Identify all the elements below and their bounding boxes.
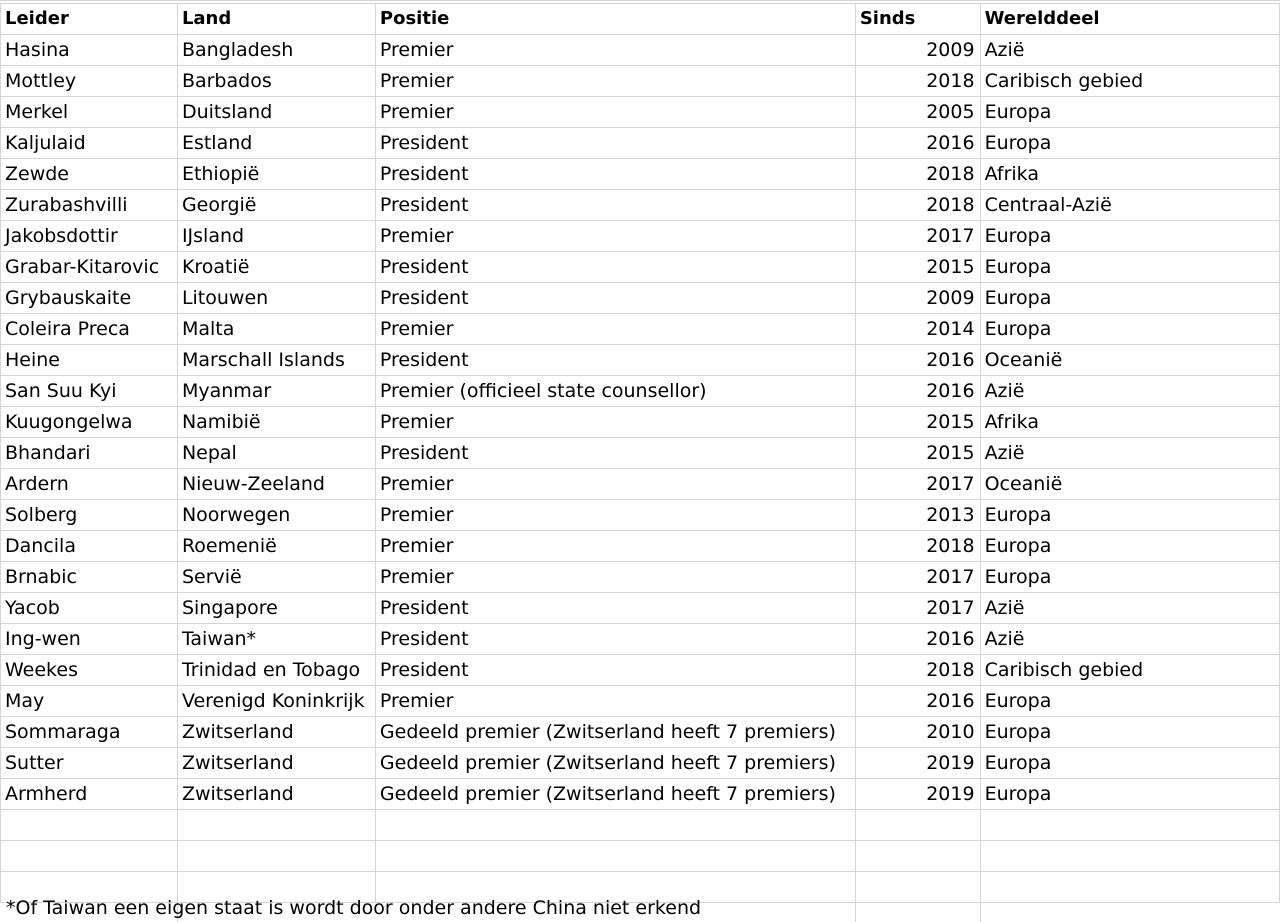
cell-sinds[interactable]: 2017 [855,221,980,252]
cell-werelddeel[interactable]: Oceanië [980,345,1279,376]
cell-werelddeel[interactable]: Europa [980,128,1279,159]
cell-werelddeel[interactable]: Azië [980,376,1279,407]
table-row [1,252,1280,283]
cell-werelddeel[interactable]: Europa [980,717,1279,748]
cell-positie[interactable]: President [375,593,855,624]
cell-positie[interactable]: Gedeeld premier (Zwitserland heeft 7 premiers) [375,717,855,748]
table-row [1,438,1280,469]
cell-positie[interactable]: Premier [375,314,855,345]
table-row [1,35,1280,66]
cell-sinds[interactable]: 2016 [855,128,980,159]
table-row [1,376,1280,407]
cell-positie[interactable]: Gedeeld premier (Zwitserland heeft 7 premiers) [375,748,855,779]
cell-leider[interactable]: Zewde [1,159,178,190]
cell-positie[interactable]: Premier [375,407,855,438]
cell-sinds[interactable]: 2016 [855,624,980,655]
cell-leider[interactable]: Kaljulaid [1,128,178,159]
cell-werelddeel[interactable]: Oceanië [980,469,1279,500]
cell-leider[interactable]: Zurabashvilli [1,190,178,221]
cell-sinds[interactable]: 2017 [855,562,980,593]
table-row [1,128,1280,159]
cell-land[interactable]: Duitsland [177,97,375,128]
table-row [1,562,1280,593]
cell-leider[interactable]: Kuugongelwa [1,407,178,438]
cell-werelddeel[interactable]: Centraal-Azië [980,190,1279,221]
cell-werelddeel[interactable]: Europa [980,221,1279,252]
cell-sinds[interactable]: 2015 [855,407,980,438]
cell-positie[interactable]: Premier [375,686,855,717]
footnote-gridline [980,893,981,922]
cell-land[interactable]: Marschall Islands [177,345,375,376]
cell-leider[interactable]: Jakobsdottir [1,221,178,252]
cell-positie[interactable]: President [375,128,855,159]
cell-land[interactable]: Ethiopië [177,159,375,190]
empty-cell[interactable] [855,872,980,903]
cell-positie[interactable]: President [375,655,855,686]
cell-werelddeel[interactable]: Europa [980,562,1279,593]
cell-leider[interactable]: Heine [1,345,178,376]
header-cell-sinds[interactable]: Sinds [855,4,980,35]
cell-sinds[interactable]: 2018 [855,159,980,190]
cell-land[interactable]: Malta [177,314,375,345]
cell-land[interactable]: Kroatië [177,252,375,283]
cell-land[interactable]: Barbados [177,66,375,97]
cell-leider[interactable]: Bhandari [1,438,178,469]
cell-sinds[interactable]: 2009 [855,35,980,66]
header-row [1,4,1280,35]
cell-land[interactable]: Zwitserland [177,717,375,748]
cell-leider[interactable]: Mottley [1,66,178,97]
empty-cell[interactable] [1,810,178,841]
cell-positie[interactable]: Premier [375,469,855,500]
cell-positie[interactable]: Premier [375,35,855,66]
empty-cell[interactable] [980,872,1279,903]
cell-sinds[interactable]: 2018 [855,655,980,686]
spreadsheet-table [0,3,1280,903]
cell-sinds[interactable]: 2015 [855,438,980,469]
cell-positie[interactable]: President [375,345,855,376]
cell-leider[interactable]: Weekes [1,655,178,686]
table-row [1,686,1280,717]
cell-werelddeel[interactable]: Europa [980,283,1279,314]
cell-sinds[interactable]: 2016 [855,345,980,376]
cell-positie[interactable]: Premier [375,221,855,252]
empty-cell[interactable] [177,810,375,841]
table-row [1,221,1280,252]
table-row [1,500,1280,531]
cell-land[interactable]: Litouwen [177,283,375,314]
header-cell-leider[interactable]: Leider [1,4,178,35]
cell-leider[interactable]: May [1,686,178,717]
cell-werelddeel[interactable]: Europa [980,314,1279,345]
empty-row [1,810,1280,841]
table-row [1,283,1280,314]
cell-werelddeel[interactable]: Caribisch gebied [980,655,1279,686]
cell-land[interactable]: Verenigd Koninkrijk [177,686,375,717]
table-row [1,717,1280,748]
cell-werelddeel[interactable]: Europa [980,531,1279,562]
table-row [1,469,1280,500]
cell-werelddeel[interactable]: Afrika [980,407,1279,438]
table-row [1,531,1280,562]
cell-leider[interactable]: San Suu Kyi [1,376,178,407]
cell-positie[interactable]: Premier [375,531,855,562]
cell-werelddeel[interactable]: Europa [980,252,1279,283]
cell-leider[interactable]: Brnabic [1,562,178,593]
cell-positie[interactable]: Gedeeld premier (Zwitserland heeft 7 premiers) [375,779,855,810]
cell-leider[interactable]: Armherd [1,779,178,810]
cell-land[interactable]: Singapore [177,593,375,624]
cell-werelddeel[interactable]: Europa [980,779,1279,810]
empty-cell[interactable] [980,841,1279,872]
cell-sinds[interactable]: 2016 [855,376,980,407]
cell-land[interactable]: Servië [177,562,375,593]
cell-land[interactable]: Estland [177,128,375,159]
cell-werelddeel[interactable]: Azië [980,624,1279,655]
table-row [1,345,1280,376]
empty-cell[interactable] [375,810,855,841]
table-row [1,97,1280,128]
cell-positie[interactable]: President [375,624,855,655]
cell-sinds[interactable]: 2013 [855,500,980,531]
cell-land[interactable]: Taiwan* [177,624,375,655]
cell-sinds[interactable]: 2019 [855,779,980,810]
empty-row [1,841,1280,872]
cell-positie[interactable]: Premier [375,97,855,128]
cell-land[interactable]: Trinidad en Tobago [177,655,375,686]
cell-positie[interactable]: Premier [375,66,855,97]
cell-werelddeel[interactable]: Caribisch gebied [980,66,1279,97]
cell-werelddeel[interactable]: Azië [980,438,1279,469]
footnote-gridline [855,893,856,922]
table-row [1,779,1280,810]
empty-cell[interactable] [177,841,375,872]
table-row [1,407,1280,438]
cell-sinds[interactable]: 2015 [855,252,980,283]
empty-cell[interactable] [980,810,1279,841]
cell-positie[interactable]: President [375,190,855,221]
cell-leider[interactable]: Yacob [1,593,178,624]
table-row [1,159,1280,190]
cell-land[interactable]: Zwitserland [177,748,375,779]
table-row [1,748,1280,779]
header-cell-positie[interactable]: Positie [375,4,855,35]
header-cell-werelddeel[interactable]: Werelddeel [980,4,1279,35]
cell-werelddeel[interactable]: Azië [980,593,1279,624]
table-body [1,35,1280,903]
cell-land[interactable]: Bangladesh [177,35,375,66]
cell-sinds[interactable]: 2018 [855,531,980,562]
table-row [1,190,1280,221]
cell-leider[interactable]: Merkel [1,97,178,128]
cell-land[interactable]: Namibië [177,407,375,438]
footnote-text: *Of Taiwan een eigen staat is wordt door onder andere China niet erkend [6,897,702,919]
cell-werelddeel[interactable]: Azië [980,35,1279,66]
top-gridline [0,0,1280,1]
cell-land[interactable]: IJsland [177,221,375,252]
cell-sinds[interactable]: 2019 [855,748,980,779]
cell-positie[interactable]: President [375,283,855,314]
cell-leider[interactable]: Grybauskaite [1,283,178,314]
cell-sinds[interactable]: 2014 [855,314,980,345]
cell-werelddeel[interactable]: Europa [980,748,1279,779]
cell-land[interactable]: Noorwegen [177,500,375,531]
table-row [1,655,1280,686]
cell-leider[interactable]: Dancila [1,531,178,562]
cell-positie[interactable]: Premier [375,562,855,593]
cell-land[interactable]: Zwitserland [177,779,375,810]
cell-sinds[interactable]: 2017 [855,593,980,624]
table-row [1,624,1280,655]
cell-sinds[interactable]: 2009 [855,283,980,314]
cell-sinds[interactable]: 2005 [855,97,980,128]
cell-land[interactable]: Nieuw-Zeeland [177,469,375,500]
cell-sinds[interactable]: 2017 [855,469,980,500]
cell-leider[interactable]: Sommaraga [1,717,178,748]
cell-leider[interactable]: Hasina [1,35,178,66]
cell-leider[interactable]: Ardern [1,469,178,500]
cell-land[interactable]: Myanmar [177,376,375,407]
cell-land[interactable]: Nepal [177,438,375,469]
cell-leider[interactable]: Solberg [1,500,178,531]
cell-sinds[interactable]: 2010 [855,717,980,748]
empty-cell[interactable] [375,841,855,872]
empty-cell[interactable] [855,841,980,872]
cell-positie[interactable]: Premier [375,500,855,531]
cell-werelddeel[interactable]: Europa [980,686,1279,717]
cell-leider[interactable]: Ing-wen [1,624,178,655]
table-row [1,593,1280,624]
cell-sinds[interactable]: 2016 [855,686,980,717]
empty-cell[interactable] [1,841,178,872]
cell-sinds[interactable]: 2018 [855,190,980,221]
empty-cell[interactable] [855,810,980,841]
cell-positie[interactable]: President [375,252,855,283]
cell-leider[interactable]: Sutter [1,748,178,779]
cell-leider[interactable]: Coleira Preca [1,314,178,345]
cell-land[interactable]: Roemenië [177,531,375,562]
cell-positie[interactable]: President [375,159,855,190]
header-cell-land[interactable]: Land [177,4,375,35]
cell-leider[interactable]: Grabar-Kitarovic [1,252,178,283]
cell-land[interactable]: Georgië [177,190,375,221]
cell-werelddeel[interactable]: Afrika [980,159,1279,190]
cell-werelddeel[interactable]: Europa [980,500,1279,531]
table-row [1,66,1280,97]
cell-sinds[interactable]: 2018 [855,66,980,97]
cell-werelddeel[interactable]: Europa [980,97,1279,128]
cell-positie[interactable]: Premier (officieel state counsellor) [375,376,855,407]
cell-positie[interactable]: President [375,438,855,469]
table-row [1,314,1280,345]
